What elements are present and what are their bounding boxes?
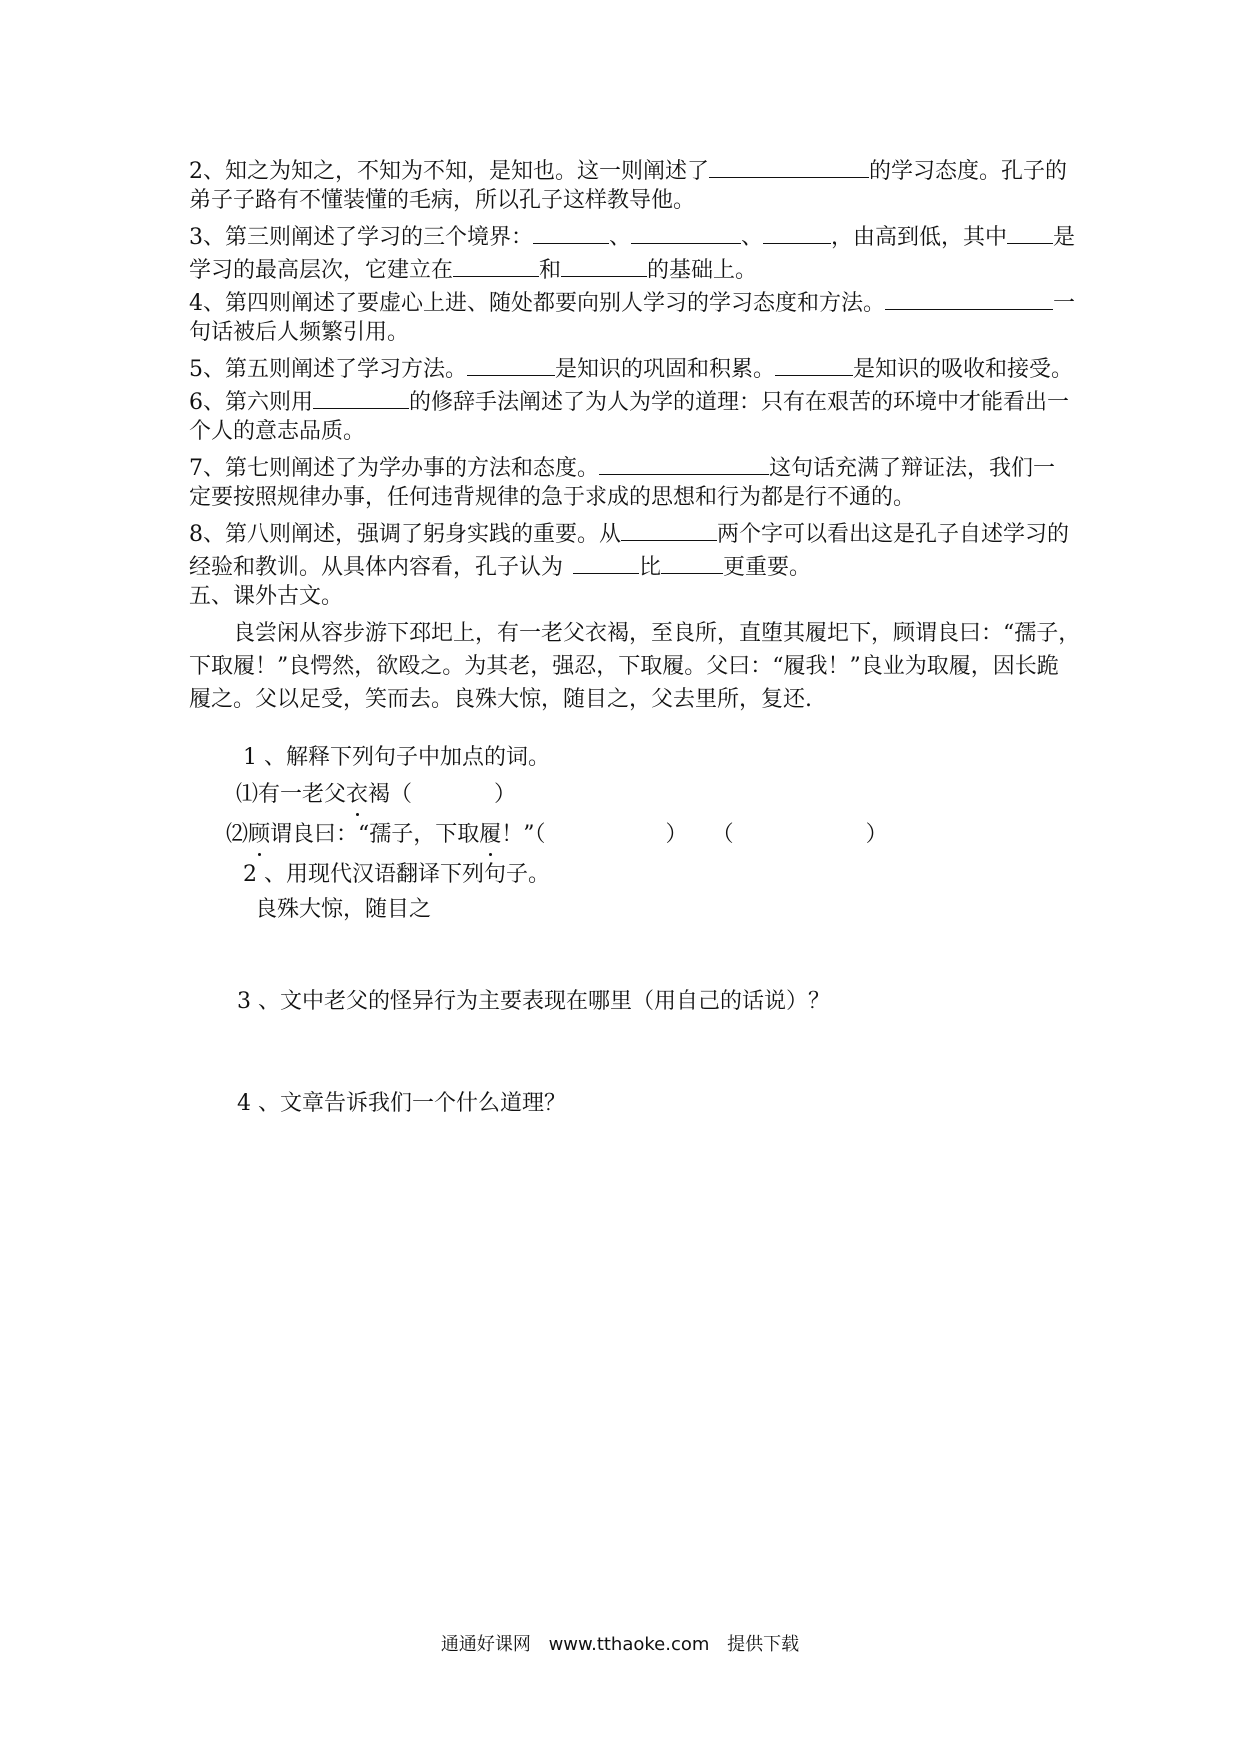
item-5-blank-2[interactable]: [775, 351, 853, 376]
item-3-blank-4[interactable]: [1007, 219, 1053, 244]
item-3-line-2: [189, 252, 1061, 286]
item-3-text-b: ，由高到低，其中: [831, 225, 1008, 250]
item-4-text-c: 句话被后人频繁引用。: [189, 320, 410, 345]
item-3-blank-5[interactable]: [453, 252, 539, 277]
item-6-text: 6、第六则用: [189, 390, 313, 415]
question-1a: [236, 780, 516, 810]
item-3-sep-1: 、: [609, 225, 632, 250]
q1a-text-post: 褐（: [368, 782, 413, 807]
item-5-text-c: 是知识的吸收和接受。: [853, 357, 1074, 382]
q1b-close-2: ）: [865, 822, 888, 847]
passage-line-2: 下取履！”良愕然，欲殴之。为其老，强忍，下取履。父曰：“履我！”良业为取履，因长跪: [189, 654, 1059, 679]
item-6-line-1: [189, 384, 1070, 418]
q1a-close: ）: [494, 782, 517, 807]
q1b-text: ⑵: [226, 822, 249, 847]
question-3: 3 、文中老父的怪异行为主要表现在哪里（用自己的话说）？: [237, 989, 830, 1014]
item-2-text-b: 的学习态度。孔子的: [869, 159, 1068, 184]
item-8-line-2: [189, 549, 1061, 583]
footer-site-name: 通通好课网: [440, 1634, 531, 1655]
question-1: 1 、解释下列句子中加点的词。: [243, 745, 550, 770]
item-3-blank-2[interactable]: [631, 219, 741, 244]
item-3-text-d: 学习的最高层次，它建立在: [189, 258, 454, 283]
item-8-line-1: [189, 516, 1070, 550]
item-8-text-d: 更重要。: [723, 555, 812, 580]
item-7-text-c: 定要按照规律办事，任何违背规律的急于求成的思想和行为都是行不通的。: [189, 485, 916, 510]
item-3-blank-1[interactable]: [533, 219, 609, 244]
item-8-blank-3[interactable]: [661, 549, 723, 574]
question-1b: [226, 820, 888, 850]
item-7-line-1: [189, 450, 1061, 484]
item-3-line-1: [189, 219, 1076, 253]
item-5-line-1: [189, 351, 1074, 385]
dotted-word-gu: 顾: [248, 820, 270, 850]
passage-line-1: 良尝闲从容步游下邳圯上，有一老父衣褐，至良所，直堕其履圯下，顾谓良曰：“孺子，: [233, 621, 1081, 646]
q1b-text-mid: 谓良曰：“孺子，下取: [270, 822, 480, 847]
item-6-line-2: [189, 417, 1061, 447]
q1b-text-post: ！”（: [501, 822, 546, 847]
item-4-text-b: 一: [1053, 291, 1076, 316]
item-8-blank-1[interactable]: [621, 516, 717, 541]
item-2-line-1: [189, 153, 1068, 187]
item-7-text-b: 这句话充满了辩证法，我们一: [769, 456, 1056, 481]
item-3-blank-3[interactable]: [763, 219, 831, 244]
item-8-text-c: 经验和教训。从具体内容看，孔子认为: [189, 555, 564, 580]
item-3-text-c: 是: [1053, 225, 1076, 250]
section-5-heading: 五、课外古文。: [189, 584, 344, 609]
item-3-text-e: 的基础上。: [647, 258, 758, 283]
question-2: 2 、用现代汉语翻译下列句子。: [243, 862, 550, 887]
item-6-text-c: 个人的意志品质。: [189, 419, 366, 444]
item-2-line-2: [189, 186, 1061, 216]
footer-suffix: 提供下载: [727, 1634, 800, 1655]
item-8-text-bi: 比: [639, 555, 662, 580]
page-footer: [0, 1633, 1240, 1657]
item-6-text-b: 的修辞手法阐述了为人为学的道理：只有在艰苦的环境中才能看出一: [409, 390, 1070, 415]
item-3-sep-2: 、: [741, 225, 764, 250]
item-8-blank-2[interactable]: [573, 549, 639, 574]
item-7-text: 7、第七则阐述了为学办事的方法和态度。: [189, 456, 599, 481]
item-2-text: 2、知之为知之，不知为不知，是知也。这一则阐述了: [189, 159, 709, 184]
question-4: 4 、文章告诉我们一个什么道理？: [237, 1091, 566, 1116]
item-4-line-1: [189, 285, 1076, 319]
dotted-word-yi: 衣: [346, 780, 368, 810]
item-3-blank-6[interactable]: [561, 252, 647, 277]
item-8-text: 8、第八则阐述，强调了躬身实践的重要。从: [189, 522, 621, 547]
item-5-text: 5、第五则阐述了学习方法。: [189, 357, 467, 382]
q1b-open-2: （: [711, 822, 734, 847]
item-3-text-he: 和: [539, 258, 562, 283]
item-4-blank[interactable]: [885, 285, 1053, 310]
item-5-blank-1[interactable]: [467, 351, 555, 376]
item-8-text-b: 两个字可以看出这是孔子自述学习的: [717, 522, 1070, 547]
question-2-sentence: 良殊大惊，随目之: [255, 897, 432, 922]
item-4-text: 4、第四则阐述了要虚心上进、随处都要向别人学习的学习态度和方法。: [189, 291, 885, 316]
q1b-close-1: ）: [665, 822, 688, 847]
item-2-blank[interactable]: [709, 153, 869, 178]
footer-url[interactable]: www.tthaoke.com: [548, 1634, 710, 1655]
dotted-word-lv: 履: [479, 820, 501, 850]
passage-line-3: 履之。父以足受，笑而去。良殊大惊，随目之，父去里所，复还.: [189, 687, 812, 712]
item-7-blank[interactable]: [599, 450, 769, 475]
item-2-text-c: 弟子子路有不懂装懂的毛病，所以孔子这样教导他。: [189, 188, 696, 213]
q1a-text: ⑴有一老父: [236, 782, 347, 807]
item-6-blank[interactable]: [313, 384, 409, 409]
item-4-line-2: [189, 318, 1061, 348]
item-7-line-2: [189, 483, 1061, 513]
item-3-text: 3、第三则阐述了学习的三个境界：: [189, 225, 533, 250]
item-5-text-b: 是知识的巩固和积累。: [555, 357, 776, 382]
